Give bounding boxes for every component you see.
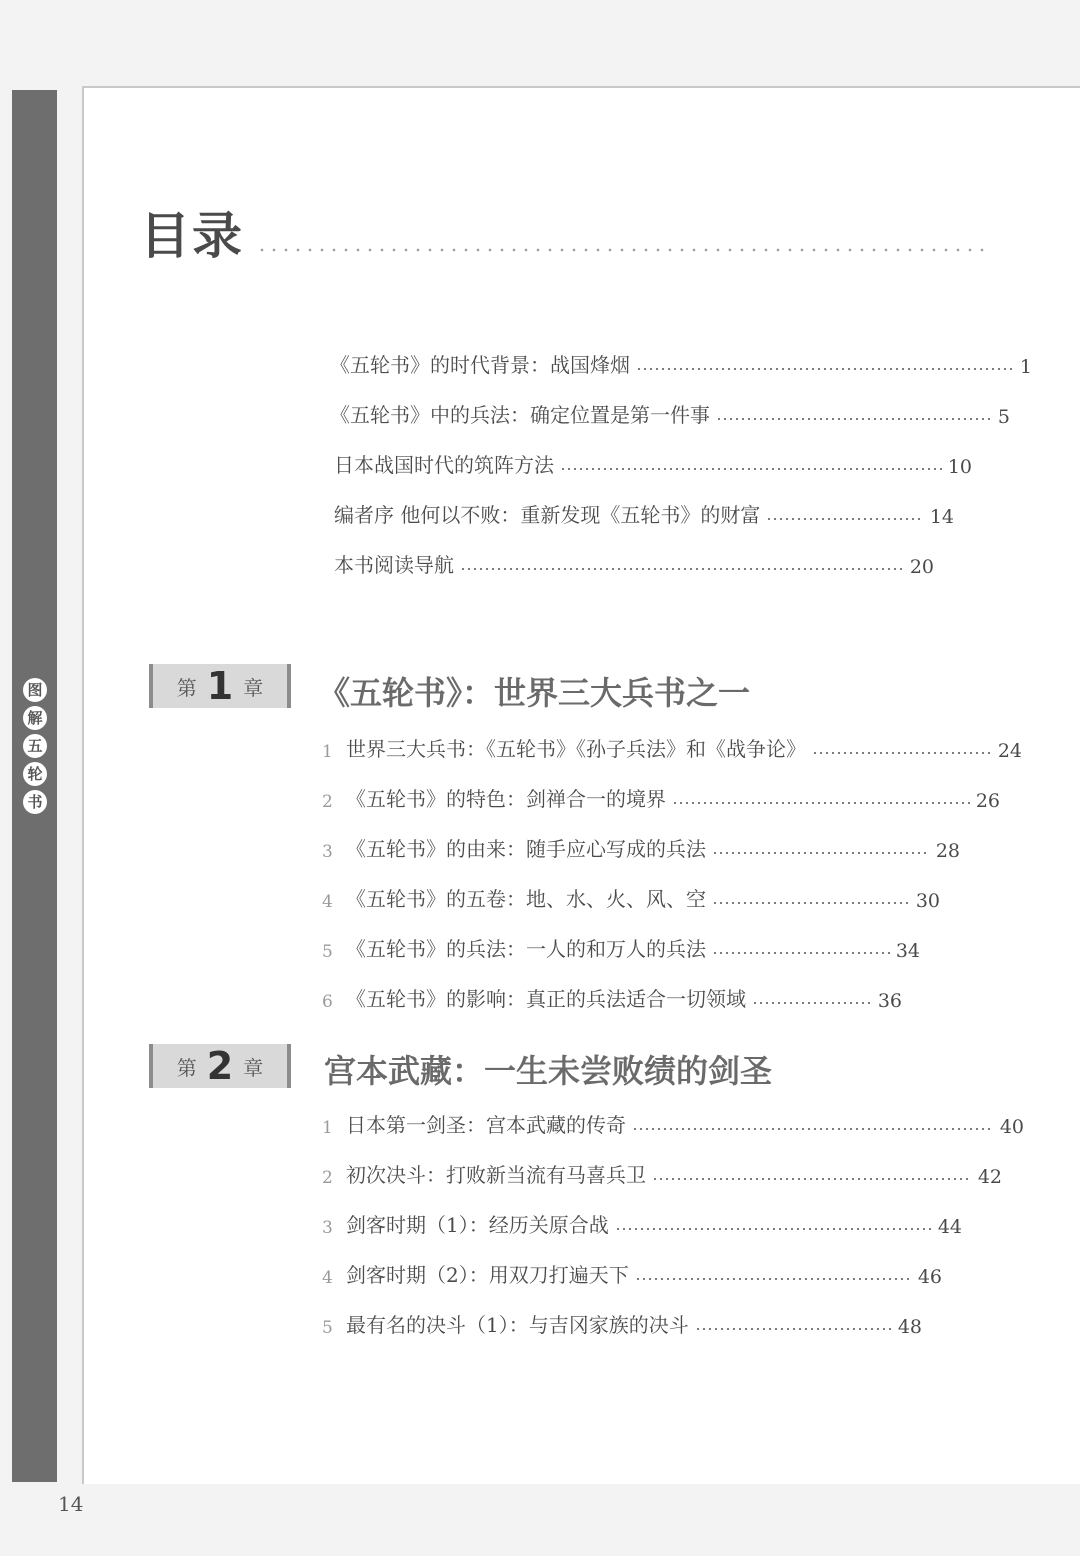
leader-dots (560, 466, 942, 472)
leader-dots (635, 1276, 912, 1282)
leader-dots (632, 1126, 994, 1132)
toc-entry-title: 《五轮书》的兵法：一人的和万人的兵法 (346, 937, 706, 961)
toc-entry-page: 46 (917, 1266, 942, 1288)
toc-entry-number: 4 (322, 892, 333, 912)
toc-entry[interactable] (330, 344, 1032, 378)
toc-entry-page: 14 (929, 506, 954, 528)
toc-entry-page: 40 (999, 1116, 1024, 1138)
leader-dots (712, 850, 930, 856)
leader-dots (716, 416, 992, 422)
toc-entry-number: 2 (322, 1168, 333, 1188)
leader-dots (812, 750, 992, 756)
toc-entry-title: 《五轮书》的特色：剑禅合一的境界 (346, 787, 666, 811)
chapter-badge (149, 664, 291, 708)
toc-entry-page: 5 (997, 406, 1010, 428)
toc-entry-number: 6 (322, 992, 333, 1012)
toc-entry-number: 4 (322, 1268, 333, 1288)
toc-entry-title: 日本第一剑圣：宫本武藏的传奇 (346, 1113, 626, 1137)
toc-entry-number: 1 (322, 742, 333, 762)
toc-entry[interactable] (322, 1104, 1024, 1138)
toc-entry[interactable] (322, 1154, 1002, 1188)
spine-char: 书 (23, 790, 47, 814)
chapter-prefix: 第 (176, 1055, 197, 1080)
toc-entry-title: 编者序 他何以不败：重新发现《五轮书》的财富 (334, 503, 761, 527)
toc-entry[interactable] (322, 1254, 942, 1288)
leader-dots (615, 1226, 932, 1232)
toc-entry-page: 36 (877, 990, 902, 1012)
toc-entry-title: 初次决斗：打败新当流有马喜兵卫 (346, 1163, 646, 1187)
toc-entry-number: 2 (322, 792, 333, 812)
page-number: 14 (58, 1492, 84, 1516)
toc-entry[interactable] (322, 728, 1022, 762)
toc-entry-page: 44 (937, 1216, 962, 1238)
toc-entry-title: 《五轮书》的时代背景：战国烽烟 (330, 353, 630, 377)
toc-entry-title: 世界三大兵书：《五轮书》《孙子兵法》和《战争论》 (346, 737, 806, 761)
leader-dots (460, 566, 904, 572)
toc-entry-number: 3 (322, 1218, 333, 1238)
toc-entry-title: 剑客时期（1）：经历关原合战 (346, 1213, 609, 1237)
toc-entry[interactable] (334, 444, 972, 478)
chapter-title[interactable]: 《五轮书》：世界三大兵书之一 (318, 674, 751, 712)
toc-entry-page: 28 (935, 840, 960, 862)
leader-dots (712, 950, 890, 956)
spine-book-title (22, 678, 48, 814)
spine-char: 轮 (23, 762, 47, 786)
toc-entry-page: 20 (909, 556, 934, 578)
toc-entry[interactable] (322, 978, 902, 1012)
leader-dots (752, 1000, 872, 1006)
toc-entry[interactable] (322, 828, 960, 862)
toc-entry-page: 30 (915, 890, 940, 912)
spine-char: 图 (23, 678, 47, 702)
chapter-suffix: 章 (243, 1055, 264, 1080)
chapter-title[interactable]: 宫本武藏：一生未尝败绩的剑圣 (324, 1052, 773, 1090)
toc-entry-title: 《五轮书》的由来：随手应心写成的兵法 (346, 837, 706, 861)
toc-entry-title: 《五轮书》的影响：真正的兵法适合一切领域 (346, 987, 746, 1011)
toc-entry-page: 42 (977, 1166, 1002, 1188)
leader-dots (695, 1326, 892, 1332)
toc-entry-page: 10 (947, 456, 972, 478)
toc-entry-number: 3 (322, 842, 333, 862)
toc-entry-title: 最有名的决斗（1）：与吉冈家族的决斗 (346, 1313, 689, 1337)
toc-entry-title: 《五轮书》的五卷：地、水、火、风、空 (346, 887, 706, 911)
chapter-suffix: 章 (243, 675, 264, 700)
toc-entry[interactable] (322, 928, 920, 962)
toc-entry-page: 34 (895, 940, 920, 962)
leader-dots (712, 900, 910, 906)
leader-dots (652, 1176, 972, 1182)
toc-entry-title: 《五轮书》中的兵法：确定位置是第一件事 (330, 403, 710, 427)
toc-entry-title: 日本战国时代的筑阵方法 (334, 453, 554, 477)
leader-dots (672, 800, 970, 806)
toc-entry-title: 剑客时期（2）：用双刀打遍天下 (346, 1263, 629, 1287)
toc-entry[interactable] (330, 394, 1010, 428)
chapter-number: 1 (206, 664, 234, 708)
chapter-badge (149, 1044, 291, 1088)
toc-entry-page: 1 (1019, 356, 1032, 378)
chapter-number: 2 (206, 1044, 234, 1088)
toc-entry-number: 5 (322, 1318, 333, 1338)
toc-entry-page: 48 (897, 1316, 922, 1338)
spine-char: 五 (23, 734, 47, 758)
spine-char: 解 (23, 706, 47, 730)
chapter-prefix: 第 (176, 675, 197, 700)
toc-entry-title: 本书阅读导航 (334, 553, 454, 577)
toc-entry[interactable] (322, 1204, 962, 1238)
toc-entry-page: 26 (975, 790, 1000, 812)
toc-entry[interactable] (322, 1304, 922, 1338)
toc-entry[interactable] (334, 494, 954, 528)
leader-dots (766, 516, 923, 522)
toc-entry[interactable] (322, 778, 1000, 812)
title-dotted-rule (256, 248, 992, 252)
toc-entry-page: 24 (997, 740, 1022, 762)
toc-entry-number: 1 (322, 1118, 333, 1138)
toc-entry[interactable] (322, 878, 940, 912)
leader-dots (636, 366, 1014, 372)
toc-title: 目录 (140, 207, 244, 265)
toc-entry-number: 5 (322, 942, 333, 962)
toc-entry[interactable] (334, 544, 934, 578)
